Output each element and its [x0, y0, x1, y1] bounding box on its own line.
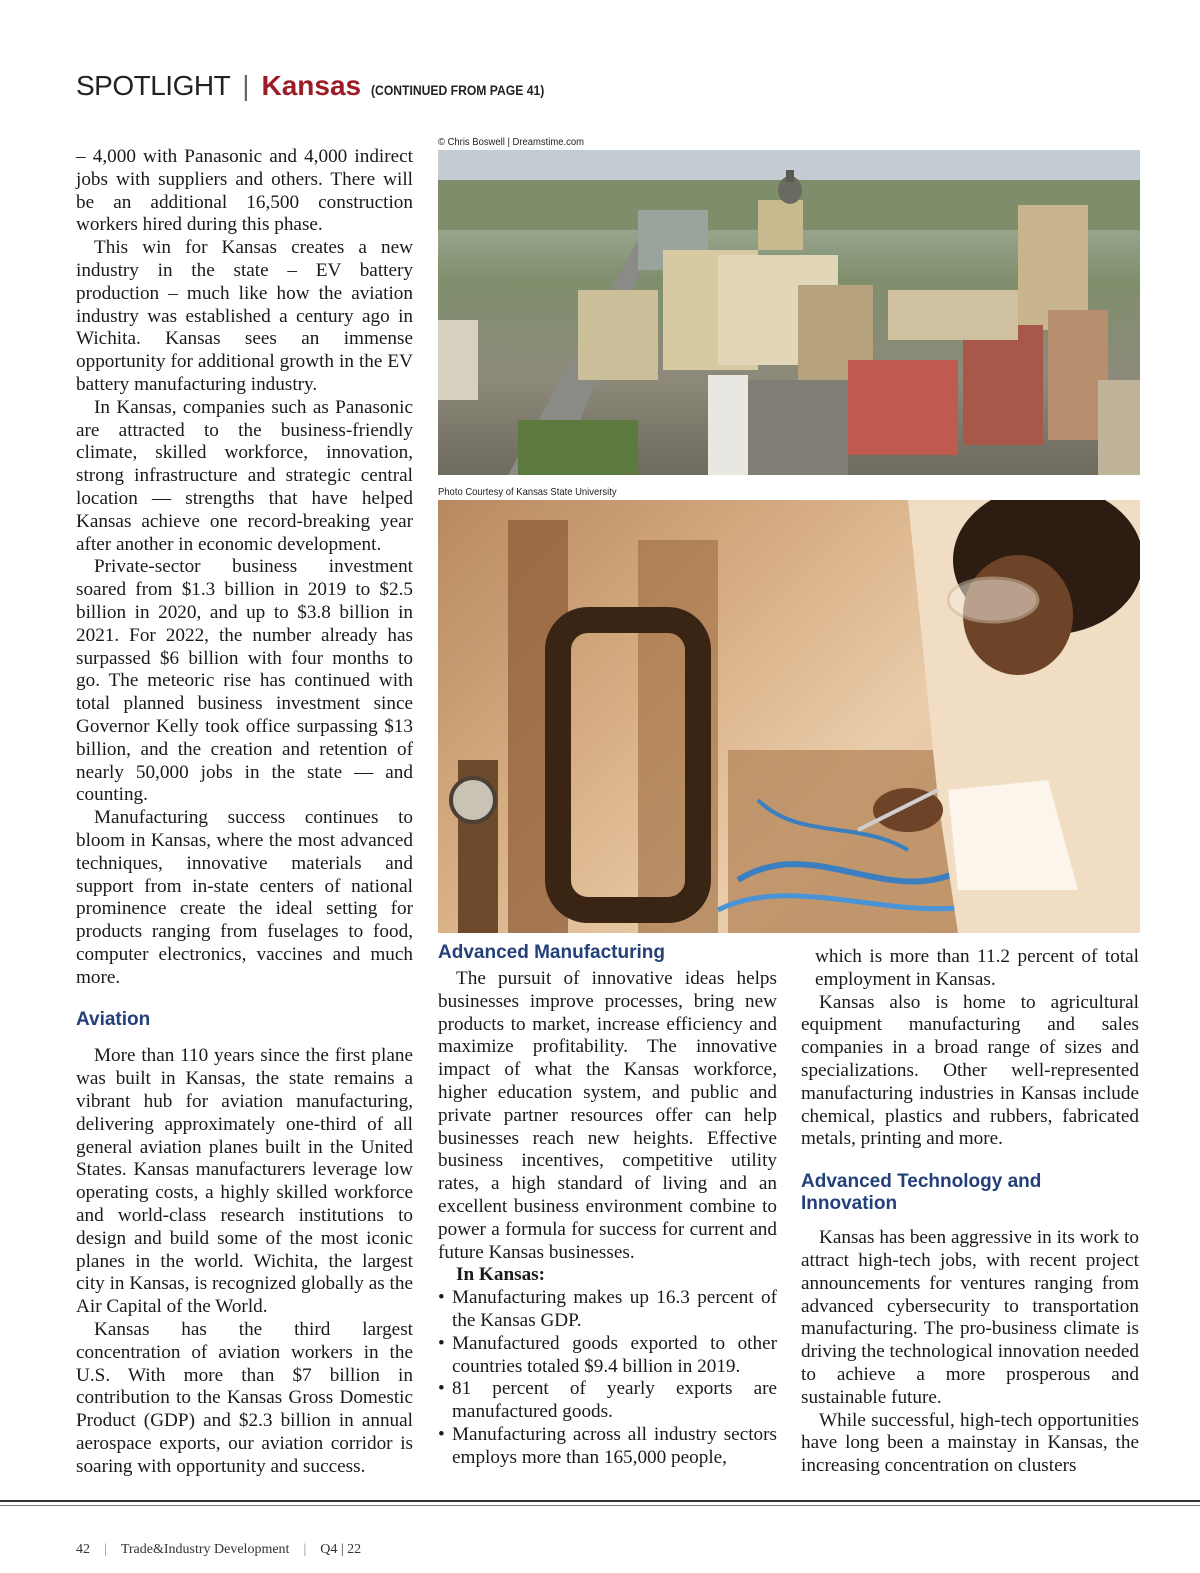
city-aerial-illustration: [438, 150, 1140, 475]
advanced-technology-heading: Advanced Technology and Innovation: [801, 1171, 1042, 1215]
list-item: • Manufactured goods exported to other countries totaled $9.4 billion in 2019.: [438, 1333, 777, 1379]
footer-rule: [0, 1500, 1200, 1502]
aviation-heading: Aviation: [76, 1009, 151, 1031]
list-item: • 81 percent of yearly exports are manufactured goods.: [438, 1378, 777, 1424]
footer-separator: |: [303, 1542, 307, 1557]
photo-credit-2: Photo Courtesy of Kansas State University: [438, 486, 617, 498]
article-column-3: [801, 946, 1139, 1478]
paragraph: Kansas also is home to agricultural equipment manufacturing and sales companies in a broad range of sizes and specializations. Other well-represented manufacturing industries in Kansas include chemical, plastics and rubbers, fabricated metals, printing and more.: [801, 991, 1139, 1150]
paragraph: Manufacturing success continues to bloom in Kansas, where the most advanced techniques, innovative materials and support from in-state centers of national prominence create the ideal setting for products ranging from fuselages to food, computer electronics, vaccines and much more.: [76, 807, 413, 988]
paragraph: Private-sector business investment soared from $1.3 billion in 2019 to $2.5 billion in 2020, and up to $3.8 billion in 2021. For 2022, the number already has surpassed $6 billion with four months to go. The meteoric rise has continued with total planned business investment since Governor Kelly took office surpassing $13 billion, and the creation and retention of nearly 50,000 jobs in the state — and counting.: [76, 556, 413, 806]
footer-rule-thin: [0, 1505, 1200, 1506]
list-item: • Manufacturing makes up 16.3 percent of the Kansas GDP.: [438, 1287, 777, 1333]
paragraph: More than 110 years since the first plane was built in Kansas, the state remains a vibrant hub for aviation manufacturing, delivering approximately one-third of all general aviation planes built in the United States. Kansas manufacturers leverage low operating costs, a highly skilled workforce and world-class research institutions to design and build some of the most iconic planes in the world. Wichita, the largest city in Kansas, is recognized globally as the Air Capital of the World.: [76, 1045, 413, 1318]
section-label: SPOTLIGHT: [76, 70, 231, 101]
lab-illustration: [438, 500, 1140, 933]
paragraph: Kansas has been aggressive in its work to attract high-tech jobs, with recent project announcements for ventures ranging from advanced cybersecurity to transportation manufacturing. The pro-business climate is driving the technological innovation needed to achieve a more prosperous and sustainable future.: [801, 1227, 1139, 1408]
topeka-aerial-photo: [438, 150, 1140, 475]
publication-name: Trade&Industry Development: [120, 1542, 290, 1557]
paragraph: In Kansas, companies such as Panasonic are attracted to the business-friendly climate, skilled workforce, innovation, strong infrastructure and strategic central location — strengths that have helped Kansas achieve one record-breaking year after another in economic development.: [76, 396, 413, 555]
footer-separator: |: [104, 1542, 107, 1557]
list-continuation: which is more than 11.2 percent of total employment in Kansas.: [815, 946, 1139, 990]
paragraph: The pursuit of innovative ideas helps businesses improve processes, bring new products to market, increase efficiency and maximize profitability. The innovative impact of what the Kansas workforce, higher education system, and public and private partner resources offer can help businesses reach new heights. Effective business incentives, competitive utility rates, a high standard of living and an excellent business environment combine to power a formula for success for current and future Kansas businesses.: [438, 968, 777, 1263]
paragraph: While successful, high-tech opportunities have long been a mainstay in Kansas, the increasing concentration on clusters: [801, 1409, 1139, 1477]
page-header: [76, 70, 564, 106]
page-footer: [76, 1542, 361, 1558]
article-column-1: [76, 146, 413, 1479]
list-item: • Manufacturing across all industry sectors employs more than 165,000 people,: [438, 1424, 777, 1470]
in-kansas-label: In Kansas:: [456, 1264, 546, 1286]
continued-note: (CONTINUED FROM PAGE 41): [371, 83, 545, 98]
header-separator: |: [242, 70, 250, 101]
paragraph: Kansas has the third largest concentration of aviation workers in the U.S. With more than $7 billion in contribution to the Kansas Gross Domestic Product (GDP) and $2.3 billion in annual aerospace exports, our aviation corridor is soaring with opportunity and success.: [76, 1319, 413, 1477]
issue-label: Q4 | 22: [320, 1542, 362, 1557]
lab-researcher-photo: [438, 500, 1140, 933]
photo-credit-1: © Chris Boswell | Dreamstime.com: [438, 136, 584, 148]
page-number: 42: [76, 1542, 90, 1557]
paragraph: – 4,000 with Panasonic and 4,000 indirect jobs with suppliers and others. There will be an additional 16,500 construction workers hired during this phase.: [76, 146, 413, 236]
article-column-2: [438, 942, 777, 1470]
topic-title: Kansas: [261, 70, 362, 101]
stats-list: [438, 1287, 777, 1469]
advanced-manufacturing-heading: Advanced Manufacturing: [438, 942, 665, 963]
paragraph: This win for Kansas creates a new industry in the state – EV battery production – much like how the aviation industry was established a century ago in Wichita. Kansas sees an immense opportunity for additional growth in the EV battery manufacturing industry.: [76, 237, 413, 395]
